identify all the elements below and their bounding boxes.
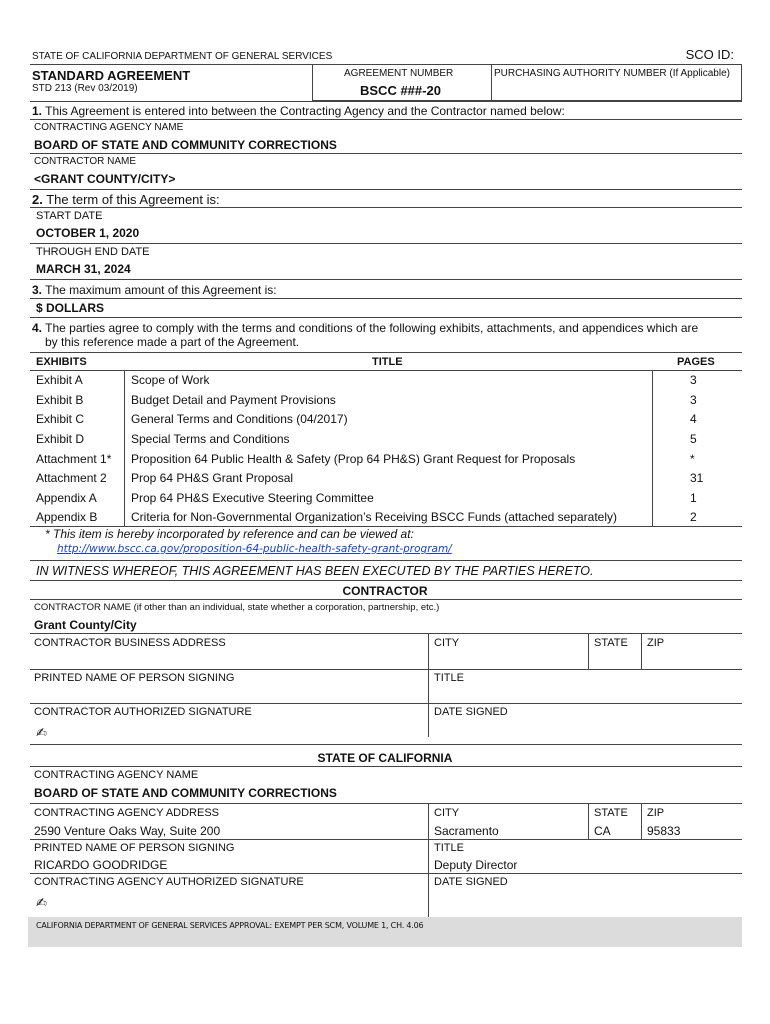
approval-text: CALIFORNIA DEPARTMENT OF GENERAL SERVICES APPROVAL: EXEMPT PER SCM, VOLUME 1, CH. 4.06: [36, 921, 424, 930]
table-row: [30, 393, 740, 412]
table-row: [30, 452, 740, 471]
exhibit-pages: 3: [690, 393, 697, 407]
state-address[interactable]: 2590 Venture Oaks Way, Suite 200: [34, 824, 221, 838]
contractor-signature-label: CONTRACTOR AUTHORIZED SIGNATURE: [34, 706, 252, 718]
exhibit-title: Prop 64 PH&S Grant Proposal: [131, 471, 294, 485]
maximum-amount[interactable]: $ DOLLARS: [36, 301, 105, 315]
state-zip-label: ZIP: [647, 807, 665, 819]
contractor-zip-label: ZIP: [647, 637, 665, 649]
state-city[interactable]: Sacramento: [434, 824, 499, 838]
col-title: TITLE: [372, 356, 403, 368]
exhibit-title: Proposition 64 Public Health & Safety (Prop 64 PH&S) Grant Request for Proposals: [131, 452, 576, 466]
exhibit-pages: 3: [690, 373, 697, 387]
agreement-number-label: AGREEMENT NUMBER: [344, 68, 454, 79]
state-address-label: CONTRACTING AGENCY ADDRESS: [34, 807, 219, 819]
col-pages: PAGES: [677, 356, 715, 368]
contracting-agency-name[interactable]: BOARD OF STATE AND COMMUNITY CORRECTIONS: [34, 138, 337, 152]
incorporation-note: * This item is hereby incorporated by reference and can be viewed at:: [45, 527, 414, 541]
exhibit-id: Exhibit A: [36, 373, 83, 387]
exhibit-title: General Terms and Conditions (04/2017): [131, 412, 348, 426]
exhibit-id: Appendix A: [36, 491, 97, 505]
agreement-number[interactable]: BSCC ###-20: [360, 83, 441, 98]
exhibit-id: Exhibit D: [36, 432, 85, 446]
approval-footer: [28, 917, 742, 947]
start-date-label: START DATE: [36, 210, 103, 222]
end-date[interactable]: MARCH 31, 2024: [36, 262, 131, 276]
end-date-label: THROUGH END DATE: [36, 246, 150, 258]
contractor-sign-icon[interactable]: ✍: [36, 726, 47, 741]
contractor-city-label: CITY: [434, 637, 460, 649]
state-title-label: TITLE: [434, 842, 464, 854]
contractor-name-2[interactable]: Grant County/City: [34, 618, 137, 632]
contractor-date-label: DATE SIGNED: [434, 706, 508, 718]
state-state-label: STATE: [594, 807, 628, 819]
exhibit-id: Attachment 1*: [36, 452, 112, 466]
start-date[interactable]: OCTOBER 1, 2020: [36, 226, 140, 240]
exhibit-title: Special Terms and Conditions: [131, 432, 290, 446]
state-heading: STATE OF CALIFORNIA: [317, 751, 453, 765]
table-row: [30, 373, 740, 392]
section-4-text: 4. The parties agree to comply with the terms and conditions of the following exhibits, attachments, and appendices which are: [32, 321, 699, 335]
state-agency-name[interactable]: BOARD OF STATE AND COMMUNITY CORRECTIONS: [34, 786, 337, 800]
contractor-title-label: TITLE: [434, 672, 464, 684]
col-exhibits: EXHIBITS: [36, 356, 87, 368]
contractor-address-label: CONTRACTOR BUSINESS ADDRESS: [34, 637, 226, 649]
contractor-signer-label: PRINTED NAME OF PERSON SIGNING: [34, 672, 235, 684]
contractor-name[interactable]: <GRANT COUNTY/CITY>: [34, 172, 176, 186]
state-zip[interactable]: 95833: [647, 824, 681, 838]
exhibit-pages: 31: [690, 471, 704, 485]
table-row: [30, 471, 740, 490]
form-title: STANDARD AGREEMENT: [32, 68, 191, 83]
exhibit-pages: 4: [690, 412, 697, 426]
state-signer-label: PRINTED NAME OF PERSON SIGNING: [34, 842, 235, 854]
contractor-heading: CONTRACTOR: [342, 584, 428, 598]
exhibit-id: Exhibit C: [36, 412, 85, 426]
exhibit-id: Attachment 2: [36, 471, 107, 485]
form-number: STD 213 (Rev 03/2019): [32, 83, 138, 94]
sco-id-label: SCO ID:: [685, 47, 734, 62]
section-3-text: 3. The maximum amount of this Agreement is:: [32, 283, 277, 297]
exhibit-pages: *: [690, 452, 695, 466]
exhibit-title: Criteria for Non-Governmental Organization’s Receiving BSCC Funds (attached separately): [131, 510, 617, 524]
table-row: [30, 432, 740, 451]
purchasing-authority-label: PURCHASING AUTHORITY NUMBER (If Applicable): [494, 68, 730, 79]
section-2-text: 2. The term of this Agreement is:: [32, 192, 220, 207]
section-4-text-cont: by this reference made a part of the Agreement.: [45, 335, 300, 349]
contractor-name-label-2: CONTRACTOR NAME (if other than an individual, state whether a corporation, partnership, etc.): [34, 602, 440, 613]
contractor-name-label: CONTRACTOR NAME: [34, 156, 137, 167]
table-row: [30, 412, 740, 431]
state-signature-label: CONTRACTING AGENCY AUTHORIZED SIGNATURE: [34, 876, 304, 888]
department-line: STATE OF CALIFORNIA DEPARTMENT OF GENERAL SERVICES: [32, 51, 333, 62]
table-row: [30, 491, 740, 510]
exhibit-pages: 5: [690, 432, 697, 446]
state-title[interactable]: Deputy Director: [434, 858, 518, 872]
contractor-state-label: STATE: [594, 637, 628, 649]
exhibit-title: Budget Detail and Payment Provisions: [131, 393, 336, 407]
program-link[interactable]: http://www.bscc.ca.gov/proposition-64-public-health-safety-grant-program/: [57, 543, 452, 555]
contracting-agency-label: CONTRACTING AGENCY NAME: [34, 122, 184, 133]
witness-statement: IN WITNESS WHEREOF, THIS AGREEMENT HAS BEEN EXECUTED BY THE PARTIES HERETO.: [36, 564, 594, 578]
state-city-label: CITY: [434, 807, 460, 819]
state-state[interactable]: CA: [594, 824, 611, 838]
state-agency-label: CONTRACTING AGENCY NAME: [34, 769, 199, 781]
exhibit-id: Exhibit B: [36, 393, 84, 407]
section-1-text: 1. This Agreement is entered into between the Contracting Agency and the Contractor named below:: [32, 104, 565, 118]
exhibit-title: Prop 64 PH&S Executive Steering Committee: [131, 491, 374, 505]
exhibit-title: Scope of Work: [131, 373, 210, 387]
state-signer[interactable]: RICARDO GOODRIDGE: [34, 858, 168, 872]
exhibit-pages: 2: [690, 510, 697, 524]
exhibit-id: Appendix B: [36, 510, 98, 524]
state-date-label: DATE SIGNED: [434, 876, 508, 888]
state-sign-icon[interactable]: ✍: [36, 896, 47, 911]
exhibit-pages: 1: [690, 491, 697, 505]
